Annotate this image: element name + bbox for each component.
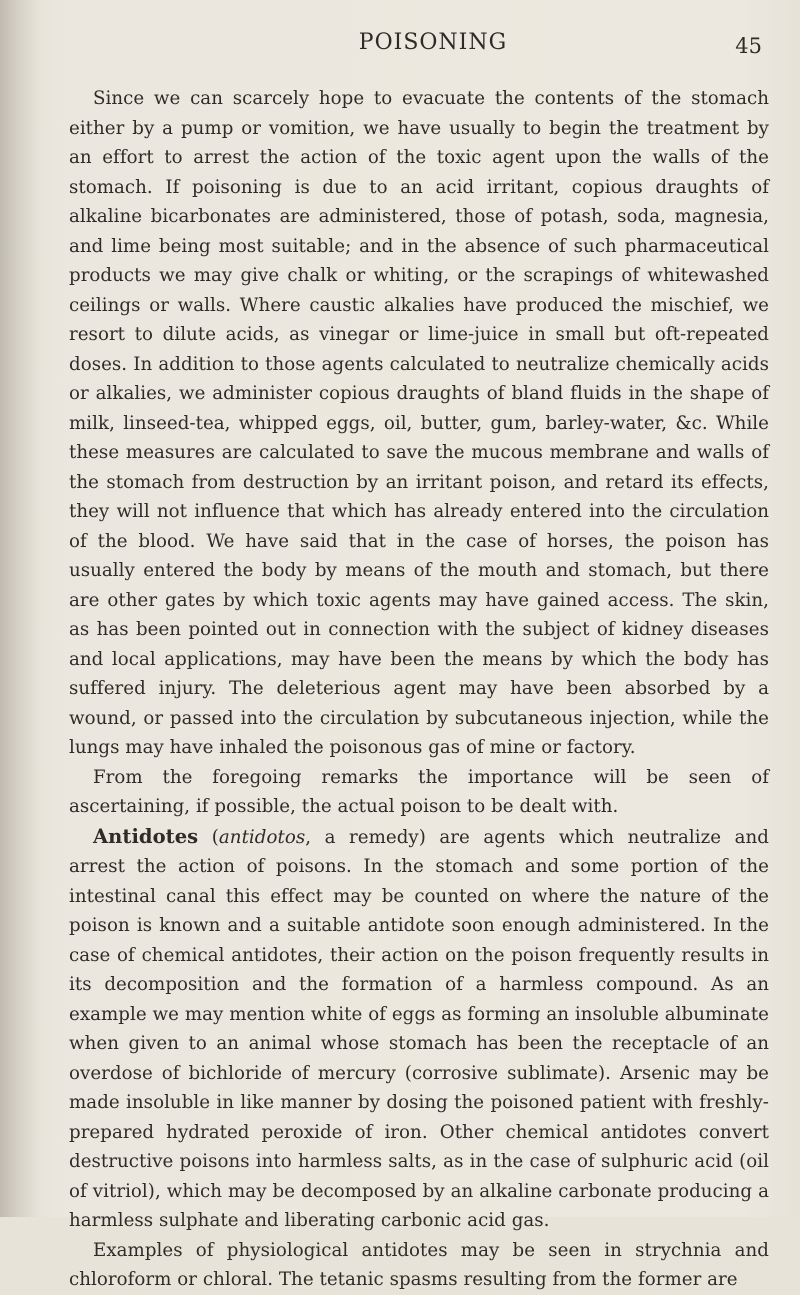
etymology-open: (	[198, 826, 219, 848]
term-antidotes: Antidotes	[93, 824, 199, 848]
gutter-shadow	[0, 0, 40, 1217]
body-text	[69, 84, 769, 1295]
paragraph-antidotes	[69, 822, 769, 1236]
etymology-word: antidotos	[218, 826, 306, 848]
paragraph-treatment: Since we can scarcely hope to evacuate the contents of the stomach either by a pump or vomition, we have usually to begin the treatment by an effort to arrest the action of the toxic agent upon the walls of the stomach. If poisoning is due to an acid irritant, copious draughts of alkaline bicarbonates are administered, those of potash, soda, magnesia, and lime being most suitable; and in the absence of such pharmaceutical products we may give chalk or whiting, or the scrapings of whitewashed ceilings or walls. Where caustic alkalies have produced the mischief, we resort to dilute acids, as vinegar or lime-juice in small but oft-repeated doses. In addition to those agents calculated to neutralize chemically acids or alkalies, we administer copious draughts of bland fluids in the shape of milk, linseed-tea, whipped eggs, oil, butter, gum, barley-water, &c. While these measures are calculated to save the mucous membrane and walls of the stomach from destruction by an irritant poison, and retard its effects, they will not influence that which has already entered into the circulation of the blood. We have said that in the case of horses, the poison has usually entered the body by means of the mouth and stomach, but there are other gates by which toxic agents may have gained access. The skin, as has been pointed out in connection with the subject of kidney diseases and local applications, may have been the means by which the body has suffered injury. The deleterious agent may have been absorbed by a wound, or passed into the circulation by subcutaneous injection, while the lungs may have inhaled the poisonous gas of mine or factory.	[69, 88, 769, 758]
page-header	[60, 22, 766, 62]
running-title: POISONING	[358, 30, 508, 55]
page-number: 45	[735, 34, 762, 58]
etymology-gloss: , a remedy)	[305, 826, 426, 848]
antidotes-text: are agents which neutralize and arrest the action of poisons. In the stomach and some portion of the intestinal canal this effect may be counted on where the nature of the poison is known and a suitable antidote soon enough administered. In the case of chemical antidotes, their action on the poison frequently results in its decomposition and the formation of a harmless compound. As an example we may mention white of eggs as forming an insoluble albuminate when given to an animal whose stomach has been the receptacle of an overdose of bichloride of mercury (corrosive sublimate). Arsenic may be made insoluble in like manner by dosing the poisoned patient with freshly-prepared hydrated peroxide of iron. Other chemical antidotes convert destructive poisons into harmless salts, as in the case of sulphuric acid (oil of vitriol), which may be decomposed by an alkaline carbonate producing a harmless sulphate and liberating carbonic acid gas.	[69, 826, 769, 1231]
paragraph-physiological: Examples of physiological antidotes may be seen in strychnia and chloroform or chloral. The tetanic spasms resulting from the former are	[69, 1239, 769, 1290]
paragraph-ascertaining: From the foregoing remarks the importance will be seen of ascertaining, if possible, the actual poison to be dealt with.	[69, 766, 769, 817]
